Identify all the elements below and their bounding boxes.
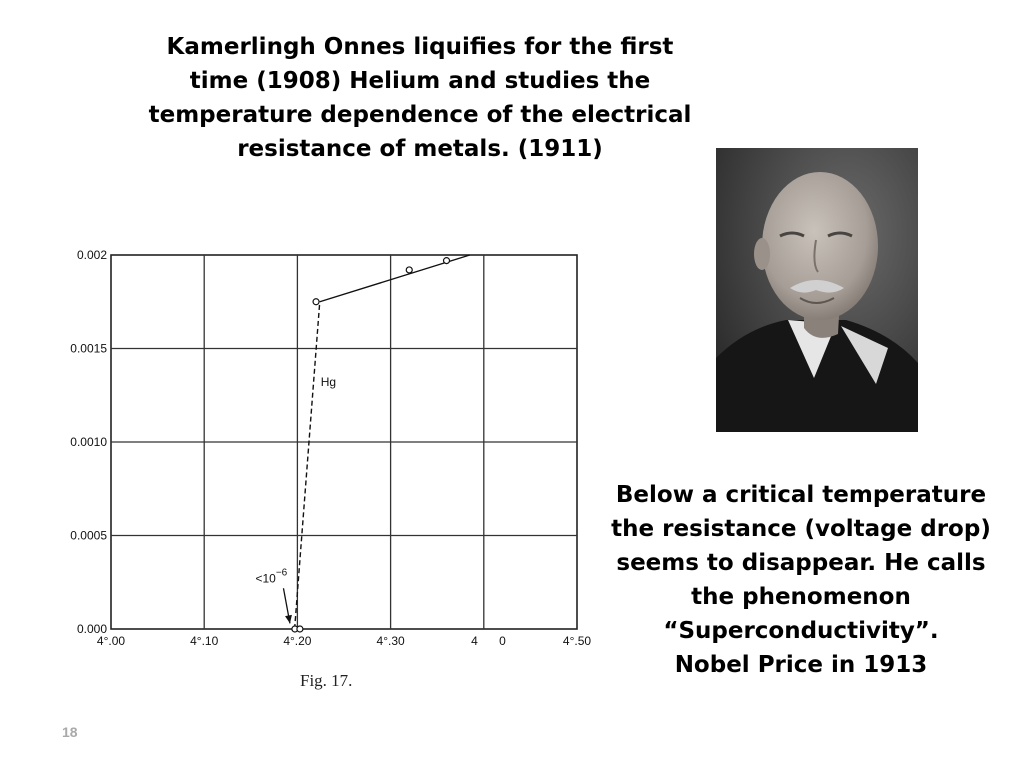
slide-title bbox=[120, 30, 720, 166]
hg-data-point bbox=[444, 258, 450, 264]
y-tick-label: 0.0010 bbox=[70, 435, 107, 449]
kamerlingh-onnes-portrait bbox=[716, 148, 918, 432]
x-tick-label: 4°.10 bbox=[190, 634, 219, 648]
title-line: time (1908) Helium and studies the bbox=[189, 68, 651, 94]
title-line: resistance of metals. (1911) bbox=[237, 136, 603, 162]
x-tick-label: 4°.30 bbox=[376, 634, 405, 648]
hg-data-point bbox=[297, 626, 303, 632]
y-tick-label: 0.002 bbox=[76, 248, 107, 262]
y-tick-label: 0.0015 bbox=[70, 341, 107, 356]
portrait-ear bbox=[754, 238, 770, 270]
y-tick-label: 0.0005 bbox=[70, 528, 107, 543]
x-tick-label: 4°.00 bbox=[96, 634, 126, 648]
chart-annotation: Hg bbox=[320, 374, 337, 389]
annotation-arrow-head bbox=[285, 615, 292, 624]
x-tick-label: 4 bbox=[471, 634, 478, 648]
portrait-image bbox=[716, 148, 918, 432]
side-description bbox=[596, 478, 1006, 682]
chart-annotation: $<10^{-6}$ bbox=[255, 567, 288, 586]
side-text-line: seems to disappear. He calls bbox=[616, 550, 986, 576]
resistance-chart bbox=[55, 240, 600, 700]
title-line: Kamerlingh Onnes liquifies for the first bbox=[166, 34, 674, 60]
portrait-face bbox=[762, 172, 878, 320]
hg-data-point bbox=[313, 299, 319, 305]
x-tick-label: 4°.50 bbox=[562, 634, 592, 648]
side-text-line: “Superconductivity”. bbox=[663, 618, 939, 644]
figure-caption: Fig. 17. bbox=[300, 671, 353, 690]
annotation-superscript: −6 bbox=[275, 567, 288, 579]
x-tick-label: 4°.20 bbox=[283, 634, 312, 648]
side-text-line: Nobel Price in 1913 bbox=[674, 652, 928, 678]
hg-series-segment bbox=[295, 302, 320, 629]
hg-data-point bbox=[406, 267, 412, 273]
resistance-chart-svg bbox=[55, 240, 600, 700]
y-tick-label: 0.000 bbox=[76, 622, 107, 636]
x-tick-label: 0 bbox=[499, 634, 506, 648]
side-text-line: the resistance (voltage drop) bbox=[611, 516, 991, 542]
side-text-line: the phenomenon bbox=[691, 584, 911, 610]
page-number: 18 bbox=[62, 724, 78, 740]
title-line: temperature dependence of the electrical bbox=[148, 102, 692, 128]
side-text-line: Below a critical temperature bbox=[615, 482, 987, 508]
